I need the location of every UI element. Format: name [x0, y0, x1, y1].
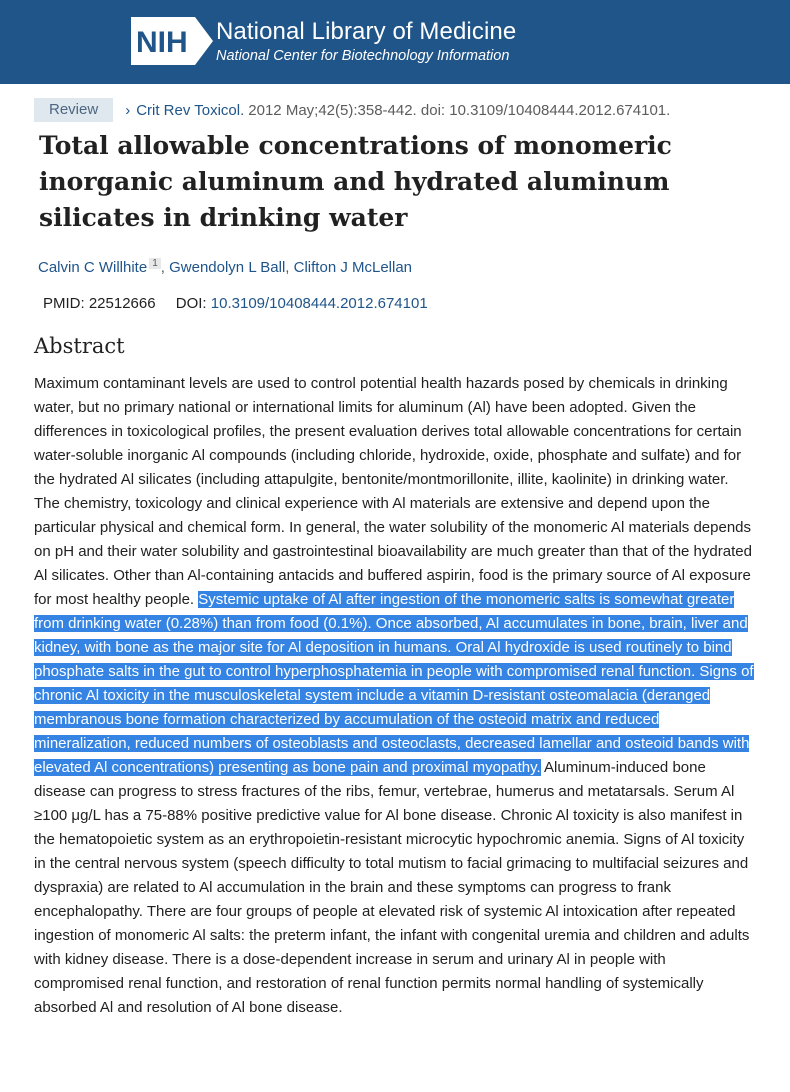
- affiliation-badge[interactable]: 1: [149, 258, 161, 269]
- author-link[interactable]: Clifton J McLellan: [293, 259, 413, 276]
- doi-label: DOI:: [175, 295, 207, 312]
- author-list: [38, 258, 412, 276]
- pmid-value: 22512666: [88, 295, 156, 312]
- abstract-heading: Abstract: [34, 334, 125, 358]
- author-link[interactable]: Calvin C Willhite: [38, 259, 148, 276]
- author-link[interactable]: Gwendolyn L Ball: [169, 259, 286, 276]
- author-separator: ,: [285, 259, 294, 276]
- site-subtitle: National Center for Biotechnology Information: [216, 48, 510, 64]
- nih-logo-text: NIH: [136, 26, 188, 59]
- author-separator: ,: [160, 259, 170, 276]
- pmid-label: PMID:: [43, 295, 85, 312]
- site-title: National Library of Medicine: [216, 18, 517, 45]
- abstract-text-part: Aluminum-induced bone disease can progress to stress fractures of the ribs, femur, vertebrae, humerus and metatarsals. Serum Al ≥100 μg/L has a 75-88% positive predictive value for Al bone disease. Chronic Al toxicity is also manifest in the hematopoietic system as an erythropoietin-resistant microcytic hypochromic anemia. Signs of Al toxicity in the central nervous system (speech difficulty to total mutism to facial grimacing to multifacial seizures and dyspraxia) are related to Al accumulation in the brain and these symptoms can progress to frank encephalopathy. There are four groups of people at elevated risk of systemic Al intoxication after repeated ingestion of monomeric Al salts: the preterm infant, the infant with congenital uremia and children and adults with kidney disease. There is a dose-dependent increase in serum and urinary Al in people with compromised renal function, and restoration of renal function permits normal handling of systemically absorbed Al and resolution of Al bone disease.: [34, 759, 750, 1016]
- review-badge: Review: [34, 98, 113, 122]
- header-text[interactable]: [216, 18, 516, 66]
- article-identifiers: [43, 295, 428, 312]
- citation-meta: 2012 May;42(5):358-442. doi: 10.3109/10408444.2012.674101.: [248, 101, 671, 119]
- journal-link[interactable]: Crit Rev Toxicol.: [136, 101, 245, 119]
- nih-logo[interactable]: [131, 17, 213, 65]
- chevron-right-icon: ›: [125, 101, 131, 119]
- citation-row: [34, 98, 670, 122]
- abstract-text-part: Maximum contaminant levels are used to control potential health hazards posed by chemicals in drinking water, but no primary national or international limits for aluminum (Al) have been adopted. Given the differences in toxicological profiles, the present evaluation derives total allowable concentrations for certain water-soluble inorganic Al compounds (including chloride, hydroxide, oxide, phosphate and sulfate) and for the hydrated Al silicates (including attapulgite, bentonite/montmorillonite, illite, kaolinite) in drinking water. The chemistry, toxicology and clinical experience with Al materials are extensive and depend upon the particular physical and chemical form. In general, the water solubility of the monomeric Al materials depends on pH and their water solubility and gastrointestinal bioavailability are much greater than that of the hydrated Al silicates. Other than Al-containing antacids and buffered aspirin, food is the primary source of Al exposure for most healthy people.: [34, 375, 752, 608]
- article-title: Total allowable concentrations of monomeric inorganic aluminum and hydrated aluminum silicates in drinking water: [39, 131, 672, 232]
- abstract-text: [34, 372, 758, 1020]
- selected-text: Systemic uptake of Al after ingestion of the monomeric salts is somewhat greater from drinking water (0.28%) than from food (0.1%). Once absorbed, Al accumulates in bone, brain, liver and kidney, with bone as the major site for Al deposition in humans. Oral Al hydroxide is used routinely to bind phosphate salts in the gut to control hyperphosphatemia in people with compromised renal function. Signs of chronic Al toxicity in the musculoskeletal system include a vitamin D-resistant osteomalacia (deranged membranous bone formation characterized by accumulation of the osteoid matrix and reduced mineralization, reduced numbers of osteoblasts and osteoclasts, decreased lamellar and osteoid bands with elevated Al concentrations) presenting as bone pain and proximal myopathy.: [34, 591, 754, 776]
- site-header: [0, 0, 790, 84]
- nih-logo-icon: [131, 17, 213, 65]
- doi-link[interactable]: 10.3109/10408444.2012.674101: [210, 295, 428, 312]
